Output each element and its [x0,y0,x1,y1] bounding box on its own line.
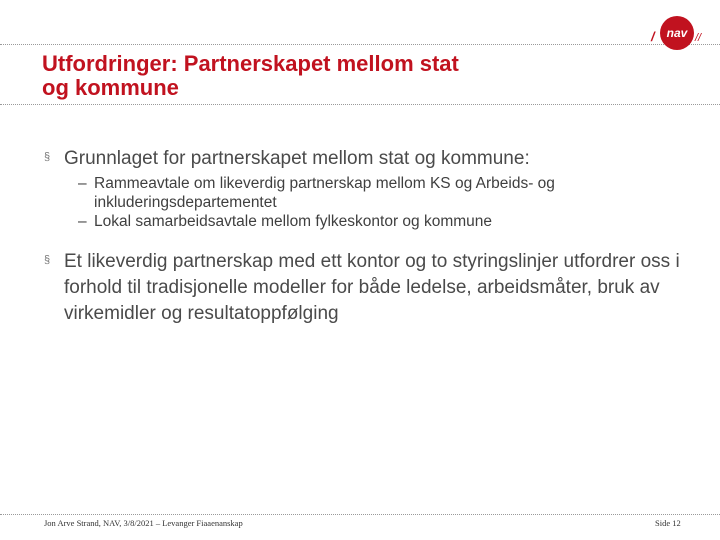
bullet-list [44,146,684,327]
sub-item-text: Lokal samarbeidsavtale mellom fylkeskontor og kommune [94,213,493,230]
bullet-marker: § [44,254,51,266]
sub-item [64,174,684,212]
top-dotted-divider [0,44,720,45]
sub-item-text: Rammeavtale om likeverdig partnerskap mellom KS og Arbeids- og inkluderingsdepartementet [94,175,555,211]
sub-item [64,212,684,231]
footer-dotted-divider [0,514,720,515]
svg-text://: // [695,32,702,44]
bullet-text: Grunnlaget for partnerskapet mellom stat og kommune: [64,148,530,169]
bullet-marker: § [44,151,51,163]
bullet-item [44,146,684,231]
sub-dash: – [78,213,87,230]
bullet-item [44,249,684,327]
slide-title: Utfordringer: Partnerskapet mellom stat og kommune [42,51,459,100]
logo-text: nav [666,26,688,40]
svg-text:/: / [651,29,655,44]
footer-author: Jon Arve Strand, NAV, 3/8/2021 – Levanger Fiaaenanskap [44,518,243,528]
title-dotted-divider [0,104,720,105]
sub-list [64,174,684,231]
nav-logo-icon [648,14,708,52]
footer-page-number: Side 12 [655,518,681,528]
sub-dash: – [78,175,87,192]
bullet-text: Et likeverdig partnerskap med ett kontor og to styringslinjer utfordrer oss i forhold til tradisjonelle modeller for både ledelse, arbeidsmåter, bruk av virkemidler og resultatoppfølging [64,251,680,324]
